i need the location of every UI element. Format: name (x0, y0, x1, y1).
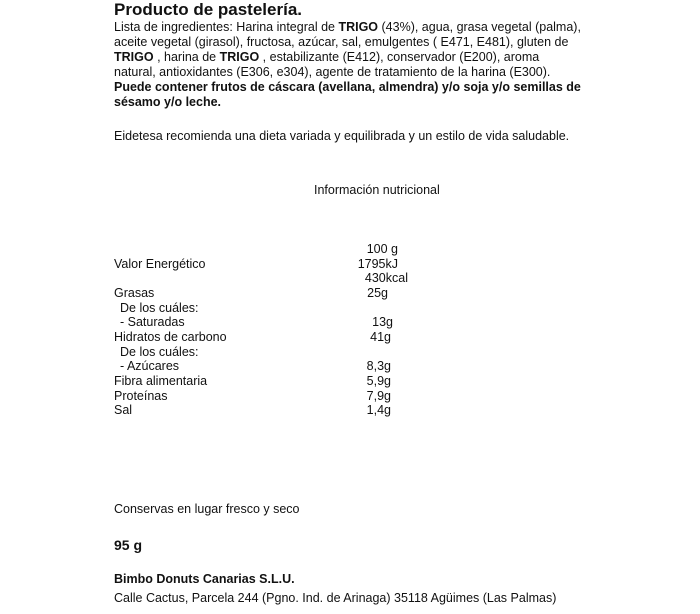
nutrition-row-value: 1795kJ (357, 257, 398, 271)
nutrition-row-label: Fibra alimentaria (114, 374, 208, 388)
ingredients-text-2: (43%), agua, grasa vegetal (palma), aceite vegetal (girasol), fructosa, azúcar, sal, emulgentes ( E471, E481), gluten de (114, 20, 581, 49)
recommendation-text: Eidetesa recomienda una dieta variada y equilibrada y un estilo de vida saludable. (114, 129, 570, 143)
nutrition-row-value: 25g (367, 286, 388, 300)
nutrition-row-label: Valor Energético (114, 257, 206, 271)
nutrition-row-label: Sal (114, 403, 133, 417)
allergen-trigo-1: TRIGO (338, 20, 379, 34)
ingredients-text-3: , harina de (153, 50, 220, 64)
nutrition-row-value: 7,9g (366, 389, 391, 403)
nutrition-row-label: De los cuáles: (120, 345, 199, 359)
nutrition-row-value: 41g (370, 330, 391, 344)
nutrition-row-value: 8,3g (366, 359, 391, 373)
allergen-trigo-3: TRIGO (219, 50, 260, 64)
nutrition-per-header: 100 g (366, 242, 398, 256)
nutrition-row-value: 13g (372, 315, 393, 329)
ingredients-list (114, 20, 584, 110)
storage-instructions: Conservas en lugar fresco y seco (114, 502, 300, 516)
nutrition-row-label: De los cuáles: (120, 301, 199, 315)
allergen-warning: Puede contener frutos de cáscara (avellana, almendra) y/o soja y/o semillas de sésamo y/o leche. (114, 80, 581, 109)
allergen-trigo-2: TRIGO (114, 50, 154, 64)
nutrition-row-value: 430kcal (364, 271, 408, 285)
nutrition-row-label: Grasas (114, 286, 155, 300)
nutrition-row-value: 5,9g (366, 374, 391, 388)
nutrition-title: Información nutricional (314, 183, 440, 197)
nutrition-row-label: Proteínas (114, 389, 168, 403)
nutrition-row-label: - Azúcares (120, 359, 180, 373)
manufacturer-name: Bimbo Donuts Canarias S.L.U. (114, 572, 295, 586)
ingredients-text-4: , estabilizante (E412), conservador (E200), aroma natural, antioxidantes (E306, e304), agente de tratamiento de la harina (E300). (114, 50, 551, 79)
nutrition-row-label: - Saturadas (120, 315, 185, 329)
net-weight: 95 g (114, 537, 143, 553)
manufacturer-address: Calle Cactus, Parcela 244 (Pgno. Ind. de Arinaga) 35118 Agüimes (Las Palmas) (114, 591, 557, 605)
nutrition-row-label: Hidratos de carbono (114, 330, 227, 344)
ingredients-text-1: Lista de ingredientes: Harina integral de (114, 20, 339, 34)
nutrition-row-value: 1,4g (366, 403, 391, 417)
product-title: Producto de pastelería. (114, 0, 302, 19)
